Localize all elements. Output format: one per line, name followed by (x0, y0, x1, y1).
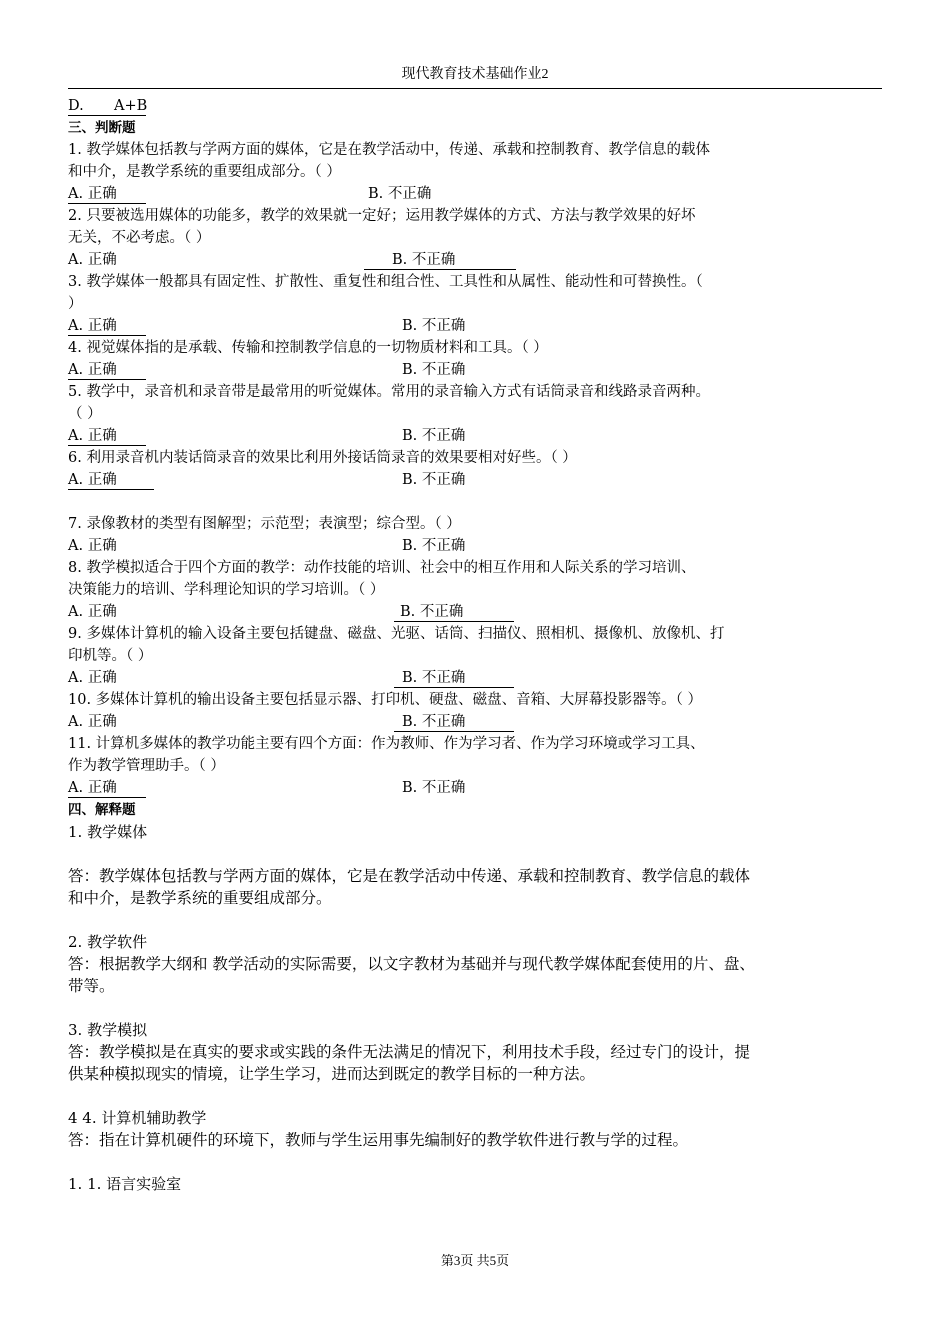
q1-option-b-label: B. 不正确 (368, 186, 432, 202)
q7-option-a-label: A. 正确 (68, 538, 117, 554)
prev-option-value: A+B (114, 98, 148, 114)
q4-option-b[interactable] (402, 359, 554, 381)
q11-line1: 11. 计算机多媒体的教学功能主要有四个方面：作为教师、作为学习者、作为学习环境或学习工具、 (68, 736, 705, 752)
q1-line2: 和中介，是教学系统的重要组成部分。（ ） (68, 164, 341, 180)
q4-option-a-label: A. 正确 (68, 362, 117, 378)
page-footer: 第3页 共5页 (440, 1253, 510, 1268)
answer-3-line2: 供某种模拟现实的情境，让学生学习，进而达到既定的教学目标的一种方法。 (68, 1065, 596, 1083)
q2-options (68, 249, 886, 271)
q9-options (68, 667, 886, 689)
q1-option-b[interactable] (368, 183, 520, 205)
q6-option-a-label: A. 正确 (68, 472, 117, 488)
q5-option-b[interactable] (402, 425, 554, 447)
q6-option-b-label: B. 不正确 (402, 472, 466, 488)
q5-option-a[interactable] (68, 425, 146, 446)
q11-option-b-label: B. 不正确 (402, 780, 466, 796)
q1-option-a-label: A. 正确 (68, 186, 117, 202)
answer-2-line2: 带等。 (68, 977, 115, 995)
q6-option-a[interactable] (68, 469, 154, 490)
answer-4-line1: 答：指在计算机硬件的环境下，教师与学生运用事先编制好的教学软件进行教与学的过程。 (68, 1131, 689, 1149)
q8-option-b-label: B. 不正确 (400, 604, 464, 620)
spacer (68, 997, 886, 1019)
q1-options (68, 183, 886, 205)
q5-option-a-label: A. 正确 (68, 428, 117, 444)
q11-options (68, 777, 886, 799)
q6-line1: 6. 利用录音机内装话筒录音的效果比利用外接话筒录音的效果要相对好些。（ ） (68, 450, 577, 466)
q2-line2: 无关，不必考虑。（ ） (68, 230, 211, 246)
document-body (68, 95, 886, 1195)
q3-option-b[interactable] (402, 315, 554, 337)
q11-option-a[interactable] (68, 777, 146, 798)
answer-3-line1: 答：教学模拟是在真实的要求或实践的条件无法满足的情况下，利用技术手段，经过专门的设计，提 (68, 1043, 751, 1061)
page-header: 现代教育技术基础作业2 (401, 67, 549, 82)
q4-option-a[interactable] (68, 359, 146, 380)
answer-2-line1: 答：根据教学大纲和 教学活动的实际需要，以文字教材为基础并与现代教学媒体配套使用的片、盘、 (68, 955, 755, 973)
q3-option-a-label: A. 正确 (68, 318, 117, 334)
q11-option-b[interactable] (402, 777, 554, 799)
q5-options (68, 425, 886, 447)
q9-line2: 印机等。（ ） (68, 648, 153, 664)
prev-option-d (68, 95, 886, 117)
q6-option-b[interactable] (402, 469, 554, 491)
term-2: 2. 教学软件 (68, 933, 148, 951)
q2-option-a-label: A. 正确 (68, 252, 117, 268)
q6-options (68, 469, 886, 491)
q5-line2: （ ） (68, 406, 102, 422)
q11-line2: 作为教学管理助手。（ ） (68, 758, 225, 774)
q1-line1: 1. 教学媒体包括教与学两方面的媒体，它是在教学活动中，传递、承载和控制教育、教学信息的载体 (68, 142, 710, 158)
answer-1-line1: 答：教学媒体包括教与学两方面的媒体，它是在教学活动中传递、承载和控制教育、教学信息的载体 (68, 867, 751, 885)
q10-option-a-label: A. 正确 (68, 714, 117, 730)
q10-options (68, 711, 886, 733)
spacer (68, 1151, 886, 1173)
q3-option-b-label: B. 不正确 (402, 318, 466, 334)
q3-options (68, 315, 886, 337)
q10-option-a[interactable] (68, 711, 146, 733)
q7-option-b-label: B. 不正确 (402, 538, 466, 554)
q4-line1: 4. 视觉媒体指的是承载、传输和控制教学信息的一切物质材料和工具。（ ） (68, 340, 548, 356)
q10-line1: 10. 多媒体计算机的输出设备主要包括显示器、打印机、硬盘、磁盘、音箱、大屏幕投影器等。（ ） (68, 692, 703, 708)
q5-option-b-label: B. 不正确 (402, 428, 466, 444)
q8-option-a-label: A. 正确 (68, 604, 117, 620)
q11-option-a-label: A. 正确 (68, 780, 117, 796)
q8-options (68, 601, 886, 623)
spacer (68, 909, 886, 931)
prev-option-label: D. (68, 98, 84, 114)
q10-option-b[interactable] (394, 711, 514, 732)
term-3: 3. 教学模拟 (68, 1021, 148, 1039)
term-5: 1. 1. 语言实验室 (68, 1175, 182, 1193)
answer-1-line2: 和中介，是教学系统的重要组成部分。 (68, 889, 332, 907)
q9-option-b[interactable] (394, 667, 514, 688)
q3-line1: 3. 教学媒体一般都具有固定性、扩散性、重复性和组合性、工具性和从属性、能动性和可替换性。（ (68, 274, 703, 290)
q9-option-a-label: A. 正确 (68, 670, 117, 686)
q8-option-a[interactable] (68, 601, 146, 623)
q3-line2: ） (68, 296, 83, 312)
q5-line1: 5. 教学中，录音机和录音带是最常用的听觉媒体。常用的录音输入方式有话筒录音和线路录音两种。 (68, 384, 710, 400)
q7-line1: 7. 录像教材的类型有图解型；示范型；表演型；综合型。（ ） (68, 516, 461, 532)
q10-option-b-label: B. 不正确 (402, 714, 466, 730)
q7-option-b[interactable] (402, 535, 554, 557)
section3-heading: 三、判断题 (68, 120, 136, 136)
q8-line2: 决策能力的培训、学科理论知识的学习培训。（ ） (68, 582, 385, 598)
spacer (68, 1085, 886, 1107)
term-4: 4 4. 计算机辅助教学 (68, 1109, 207, 1127)
q4-option-b-label: B. 不正确 (402, 362, 466, 378)
q9-option-b-label: B. 不正确 (402, 670, 466, 686)
q2-option-b-label: B. 不正确 (392, 252, 456, 268)
q1-option-a[interactable] (68, 183, 146, 204)
section4-heading: 四、解释题 (68, 802, 136, 818)
q8-option-b[interactable] (394, 601, 514, 622)
q9-option-a[interactable] (68, 667, 146, 689)
q2-option-b[interactable] (364, 249, 516, 270)
spacer (68, 843, 886, 865)
q3-option-a[interactable] (68, 315, 146, 336)
q4-options (68, 359, 886, 381)
q9-line1: 9. 多媒体计算机的输入设备主要包括键盘、磁盘、光驱、话筒、扫描仪、照相机、摄像机、放像机、打 (68, 626, 725, 642)
term-1: 1. 教学媒体 (68, 823, 148, 841)
spacer (68, 491, 886, 513)
q2-line1: 2. 只要被选用媒体的功能多，教学的效果就一定好；运用教学媒体的方式、方法与教学效果的好坏 (68, 208, 696, 224)
q8-line1: 8. 教学模拟适合于四个方面的教学：动作技能的培训、社会中的相互作用和人际关系的学习培训、 (68, 560, 696, 576)
header-rule (68, 88, 882, 89)
q7-options (68, 535, 886, 557)
q2-option-a[interactable] (68, 249, 146, 271)
q7-option-a[interactable] (68, 535, 146, 557)
